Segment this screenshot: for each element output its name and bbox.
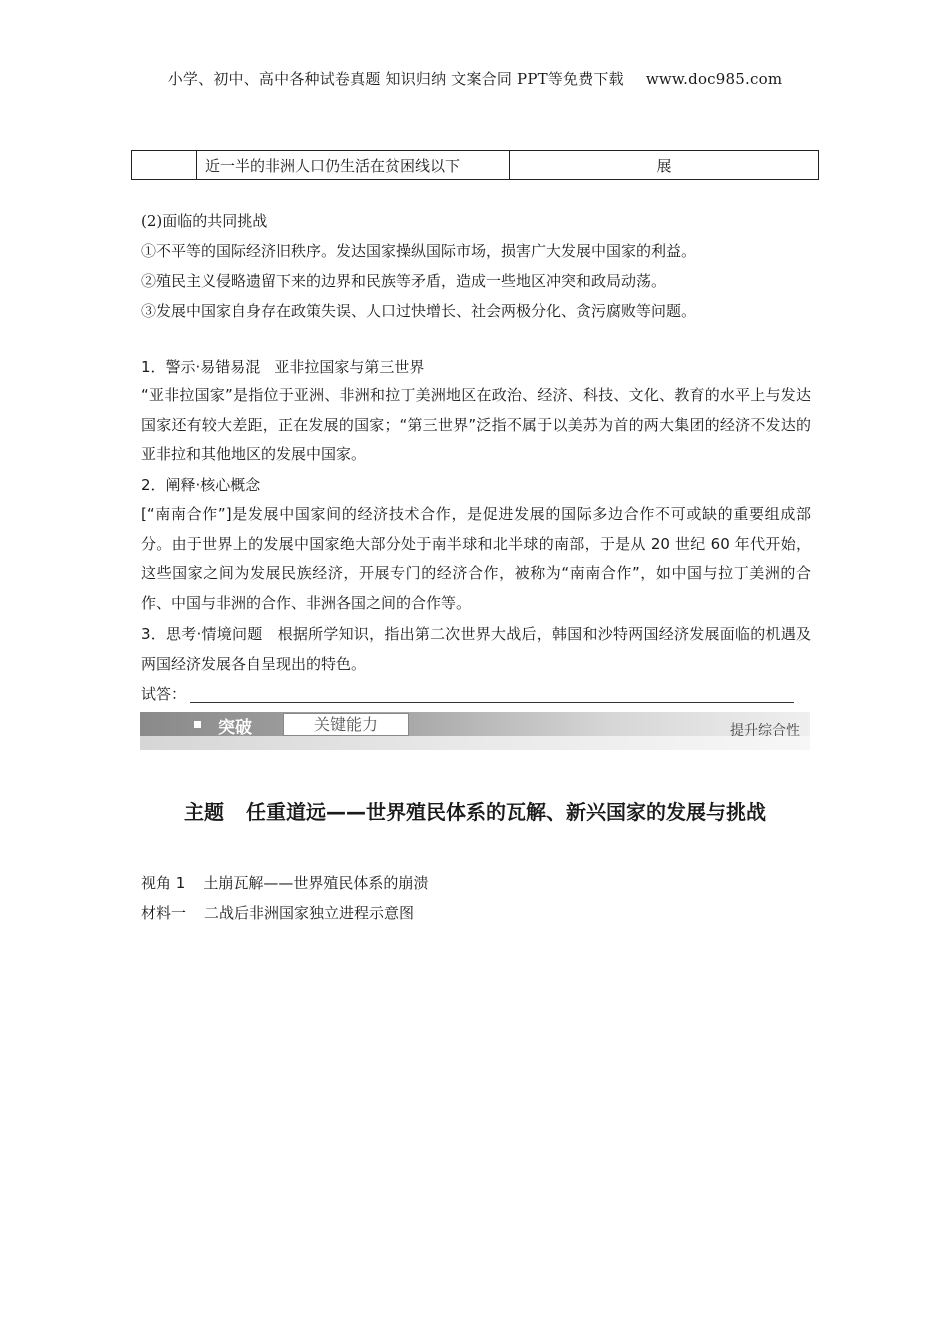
perspective-label: 视角 1 bbox=[141, 874, 186, 892]
banner-box-text: 关键能力 bbox=[283, 713, 409, 736]
page-header bbox=[0, 68, 950, 89]
continued-table bbox=[131, 150, 819, 180]
banner-shadow bbox=[140, 736, 810, 750]
perspective-title: 土崩瓦解——世界殖民体系的崩溃 bbox=[203, 874, 429, 892]
section-banner bbox=[140, 712, 810, 752]
tip-topic: 亚非拉国家与第三世界 bbox=[274, 358, 425, 376]
banner-left-text: 突破 bbox=[218, 718, 252, 738]
tip-body-1: “亚非拉国家”是指位于亚洲、非洲和拉丁美洲地区在政治、经济、科技、文化、教育的水平上与发达国家还有较大差距，正在发展的国家；“第三世界”泛指不属于以美苏为首的两大集团的经济不发达的亚非拉和其他地区的发展中国家。 bbox=[141, 386, 811, 463]
header-site: www.doc985.com bbox=[645, 70, 783, 88]
table-cell: 近一半的非洲人口仍生活在贫困线以下 bbox=[197, 151, 510, 180]
perspective-heading bbox=[141, 872, 428, 893]
topic-label: 主题 bbox=[184, 800, 224, 824]
header-text: 小学、初中、高中各种试卷真题 知识归纳 文案合同 PPT等免费下载 bbox=[167, 70, 624, 88]
table-row bbox=[132, 151, 819, 180]
challenge-item: ②殖民主义侵略遗留下来的边界和民族等矛盾，造成一些地区冲突和政局动荡。 bbox=[141, 272, 667, 290]
topic-text: 任重道远——世界殖民体系的瓦解、新兴国家的发展与挑战 bbox=[246, 800, 766, 824]
challenge-item: ①不平等的国际经济旧秩序。发达国家操纵国际市场，损害广大发展中国家的利益。 bbox=[141, 242, 697, 260]
answer-label: 试答： bbox=[141, 685, 187, 703]
tip-block-3 bbox=[141, 620, 811, 679]
tip-heading-1 bbox=[141, 356, 424, 377]
topic-title bbox=[0, 796, 950, 825]
table-cell bbox=[132, 151, 197, 180]
tip-label: 1．警示·易错易混 bbox=[141, 358, 261, 376]
tip-body-3: 根据所学知识，指出第二次世界大战后，韩国和沙特两国经济发展面临的机遇及两国经济发展各自呈现出的特色。 bbox=[141, 625, 811, 673]
material-label: 材料一 bbox=[141, 904, 187, 922]
material-title: 二战后非洲国家独立进程示意图 bbox=[204, 904, 415, 922]
answer-line bbox=[190, 702, 794, 703]
challenge-item: ③发展中国家自身存在政策失误、人口过快增长、社会两极分化、贪污腐败等问题。 bbox=[141, 302, 697, 320]
banner-right-text: 提升综合性 bbox=[730, 723, 800, 739]
tip-body-2: [“南南合作”]是发展中国家间的经济技术合作，是促进发展的国际多边合作不可或缺的重要组成部分。由于世界上的发展中国家绝大部分处于南半球和北半球的南部，于是从 20 世纪 60 年代开始，这些国家之间为发展民族经济，开展专门的经济合作，被称为“南南合作”，如中国与拉丁美洲的合作、中国与非洲的合作、非洲各国之间的合作等。 bbox=[141, 505, 811, 612]
table-cell: 展 bbox=[510, 151, 819, 180]
tip-label: 3．思考·情境问题 bbox=[141, 625, 263, 643]
square-bullet-icon bbox=[194, 721, 201, 728]
material-heading bbox=[141, 902, 414, 923]
tip-heading-2: 2．阐释·核心概念 bbox=[141, 476, 261, 494]
challenges-title: (2)面临的共同挑战 bbox=[141, 212, 268, 230]
